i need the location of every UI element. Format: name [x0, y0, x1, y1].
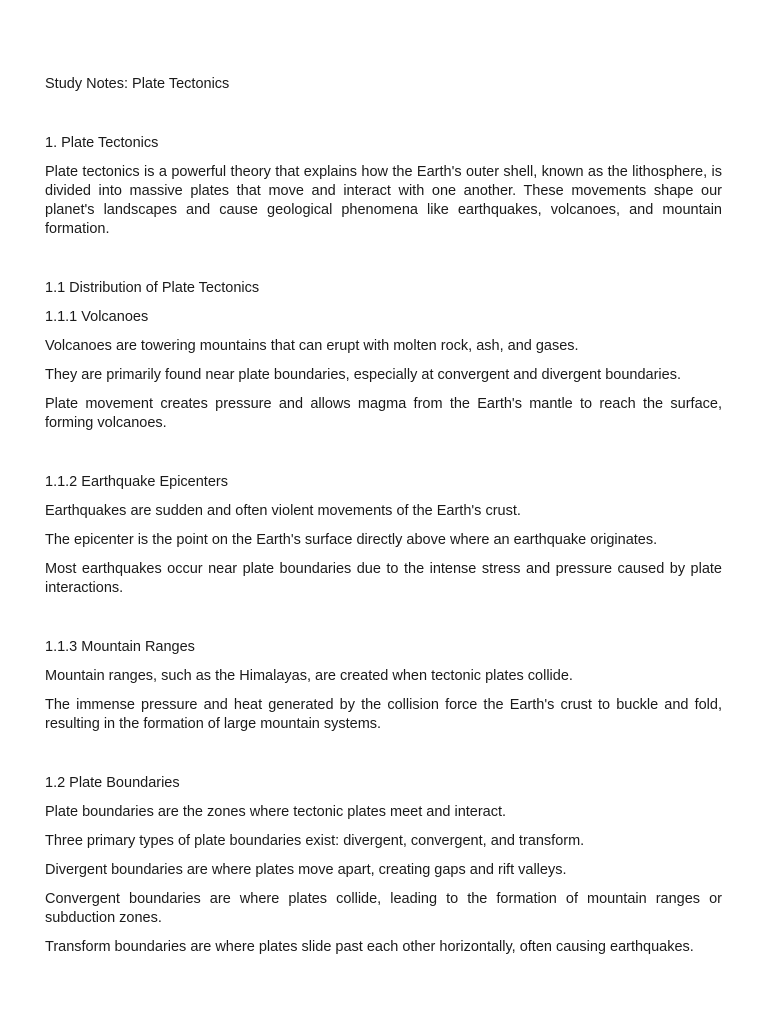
intro-paragraph: Plate tectonics is a powerful theory that explains how the Earth's outer shell, known as the lithosphere, is divided into massive plates that move and interact with one another. These movements shape our planet's landscapes and cause geological phenomena like earthquakes, volcanoes, and mountain formation. [45, 164, 722, 237]
subsection-heading-earthquakes: 1.1.2 Earthquake Epicenters [45, 474, 228, 490]
volcanoes-paragraph-2: They are primarily found near plate boundaries, especially at convergent and divergent boundaries. [45, 367, 681, 383]
earthquakes-paragraph-3: Most earthquakes occur near plate boundaries due to the intense stress and pressure caused by plate interactions. [45, 561, 722, 596]
mountains-paragraph-1: Mountain ranges, such as the Himalayas, are created when tectonic plates collide. [45, 668, 573, 684]
boundaries-paragraph-2: Three primary types of plate boundaries exist: divergent, convergent, and transform. [45, 833, 585, 849]
boundaries-paragraph-4: Convergent boundaries are where plates collide, leading to the formation of mountain ranges or subduction zones. [45, 891, 722, 926]
mountains-paragraph-2: The immense pressure and heat generated by the collision force the Earth's crust to buckle and fold, resulting in the formation of large mountain systems. [45, 697, 722, 732]
volcanoes-paragraph-3: Plate movement creates pressure and allows magma from the Earth's mantle to reach the surface, forming volcanoes. [45, 396, 722, 431]
boundaries-paragraph-3: Divergent boundaries are where plates move apart, creating gaps and rift valleys. [45, 862, 567, 878]
earthquakes-paragraph-2: The epicenter is the point on the Earth's surface directly above where an earthquake originates. [45, 532, 658, 548]
boundaries-paragraph-1: Plate boundaries are the zones where tectonic plates meet and interact. [45, 804, 507, 820]
subsection-heading-volcanoes: 1.1.1 Volcanoes [45, 309, 149, 325]
subsection-heading-mountains: 1.1.3 Mountain Ranges [45, 639, 195, 655]
volcanoes-paragraph-1: Volcanoes are towering mountains that can erupt with molten rock, ash, and gases. [45, 338, 579, 354]
document-title: Study Notes: Plate Tectonics [45, 76, 230, 92]
section-heading-plate-tectonics: 1. Plate Tectonics [45, 135, 159, 151]
earthquakes-paragraph-1: Earthquakes are sudden and often violent movements of the Earth's crust. [45, 503, 521, 519]
document-page [45, 75, 722, 967]
boundaries-paragraph-5: Transform boundaries are where plates slide past each other horizontally, often causing earthquakes. [45, 939, 694, 955]
section-heading-plate-boundaries: 1.2 Plate Boundaries [45, 775, 180, 791]
section-heading-distribution: 1.1 Distribution of Plate Tectonics [45, 280, 260, 296]
